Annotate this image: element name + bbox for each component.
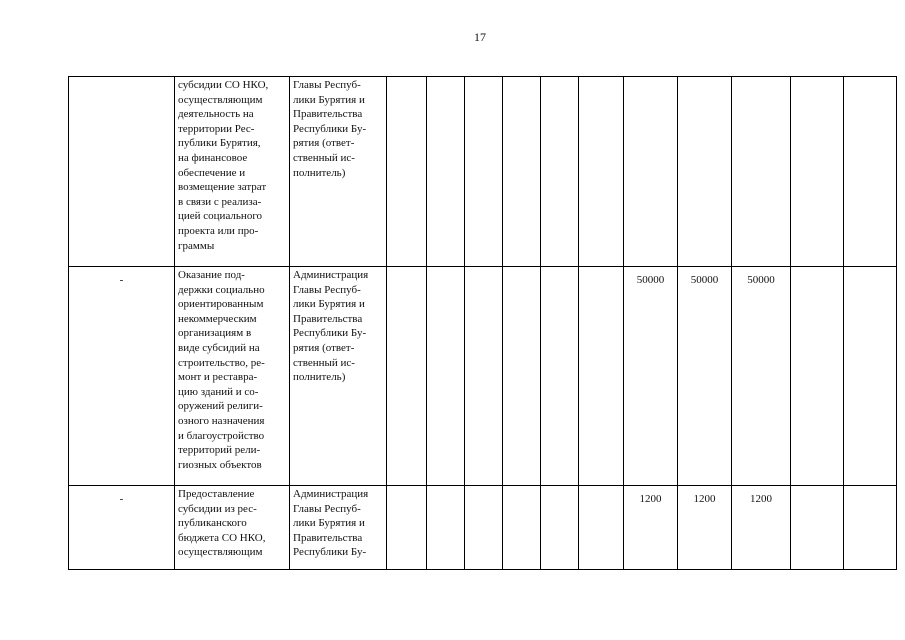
- value-cell-text: [844, 77, 896, 83]
- value-cell: [465, 77, 503, 267]
- value-cell-text: [465, 77, 502, 83]
- value-cell-text: 1200: [639, 493, 662, 505]
- measure-name-cell-text: Предоставление субсидии из рес- публиканского бюджета СО НКО, осуществляющим: [178, 488, 266, 559]
- value-cell: [427, 77, 465, 267]
- value-cell-text: 1200: [693, 493, 716, 505]
- value-cell: [732, 486, 791, 570]
- value-cell: [844, 77, 897, 267]
- program-table: [68, 76, 897, 570]
- value-cell-text: [387, 267, 426, 273]
- value-cell-text: 1200: [750, 493, 772, 505]
- value-cell: [624, 77, 678, 267]
- value-cell: [732, 77, 791, 267]
- value-cell: [579, 486, 624, 570]
- value-cell-text: [579, 486, 623, 492]
- value-cell-text: [427, 486, 464, 492]
- value-cell: [427, 267, 465, 486]
- row-number-cell-text: -: [119, 274, 124, 286]
- executor-cell-text: Главы Респуб- лики Бурятия и Правительства Республики Бу- рятия (ответ- ственный ис- полнитель): [293, 79, 367, 179]
- value-cell: [541, 267, 579, 486]
- value-cell: [503, 77, 541, 267]
- executor-cell: [290, 486, 387, 570]
- value-cell-text: 50000: [690, 274, 719, 286]
- value-cell-text: [579, 267, 623, 273]
- value-cell: [732, 267, 791, 486]
- value-cell-text: [465, 486, 502, 492]
- executor-cell: [290, 77, 387, 267]
- value-cell-text: [503, 77, 540, 83]
- value-cell-text: [844, 486, 896, 492]
- value-cell-text: [579, 77, 623, 83]
- row-number-cell: [69, 77, 175, 267]
- measure-name-cell: [175, 267, 290, 486]
- value-cell: [791, 486, 844, 570]
- table-row: [69, 267, 897, 486]
- value-cell: [427, 486, 465, 570]
- value-cell-text: [791, 486, 843, 492]
- value-cell-text: [427, 77, 464, 83]
- value-cell: [791, 267, 844, 486]
- measure-name-cell: [175, 77, 290, 267]
- value-cell-text: [541, 267, 578, 273]
- value-cell-text: [624, 77, 677, 83]
- executor-cell-text: Администрация Главы Респуб- лики Бурятия и Правительства Республики Бу- рятия (ответ- ственный ис- полнитель): [293, 269, 369, 384]
- value-cell-text: [387, 486, 426, 492]
- value-cell-text: [503, 486, 540, 492]
- value-cell: [541, 486, 579, 570]
- value-cell: [844, 486, 897, 570]
- executor-cell-text: Администрация Главы Респуб- лики Бурятия и Правительства Республики Бу-: [293, 488, 369, 559]
- value-cell-text: [732, 77, 790, 83]
- value-cell: [844, 267, 897, 486]
- value-cell: [678, 77, 732, 267]
- measure-name-cell-text: Оказание под- держки социально ориентированным некоммерческим организациям в виде субсидий на строительство, ре- монт и реставра- цию зданий и со- оружений религи- озного назначения и благоустройство территорий рели- гиозных объектов: [178, 269, 265, 471]
- value-cell: [678, 486, 732, 570]
- value-cell: [579, 77, 624, 267]
- value-cell: [791, 77, 844, 267]
- value-cell-text: [465, 267, 502, 273]
- value-cell: [678, 267, 732, 486]
- value-cell: [465, 267, 503, 486]
- row-number-cell-text: [69, 77, 174, 83]
- row-number-cell: [69, 267, 175, 486]
- value-cell: [624, 267, 678, 486]
- measure-name-cell-text: субсидии СО НКО, осуществляющим деятельность на территории Рес- публики Бурятия, на финансовое обеспечение и возмещение затрат в связи с реализа- цией социального проекта или про- граммы: [178, 79, 269, 252]
- value-cell-text: [541, 77, 578, 83]
- value-cell-text: 50000: [747, 274, 775, 286]
- value-cell-text: [541, 486, 578, 492]
- page-number: 17: [474, 30, 486, 44]
- value-cell-text: [844, 267, 896, 273]
- value-cell-text: [678, 77, 731, 83]
- value-cell: [503, 486, 541, 570]
- executor-cell: [290, 267, 387, 486]
- value-cell: [387, 77, 427, 267]
- value-cell-text: 50000: [636, 274, 665, 286]
- value-cell: [387, 486, 427, 570]
- value-cell-text: [387, 77, 426, 83]
- value-cell-text: [791, 77, 843, 83]
- table-row: [69, 77, 897, 267]
- value-cell-text: [503, 267, 540, 273]
- value-cell: [387, 267, 427, 486]
- value-cell: [541, 77, 579, 267]
- value-cell: [503, 267, 541, 486]
- table-row: [69, 486, 897, 570]
- row-number-cell-text: -: [119, 493, 124, 505]
- row-number-cell: [69, 486, 175, 570]
- value-cell: [624, 486, 678, 570]
- value-cell: [579, 267, 624, 486]
- value-cell-text: [791, 267, 843, 273]
- value-cell-text: [427, 267, 464, 273]
- measure-name-cell: [175, 486, 290, 570]
- value-cell: [465, 486, 503, 570]
